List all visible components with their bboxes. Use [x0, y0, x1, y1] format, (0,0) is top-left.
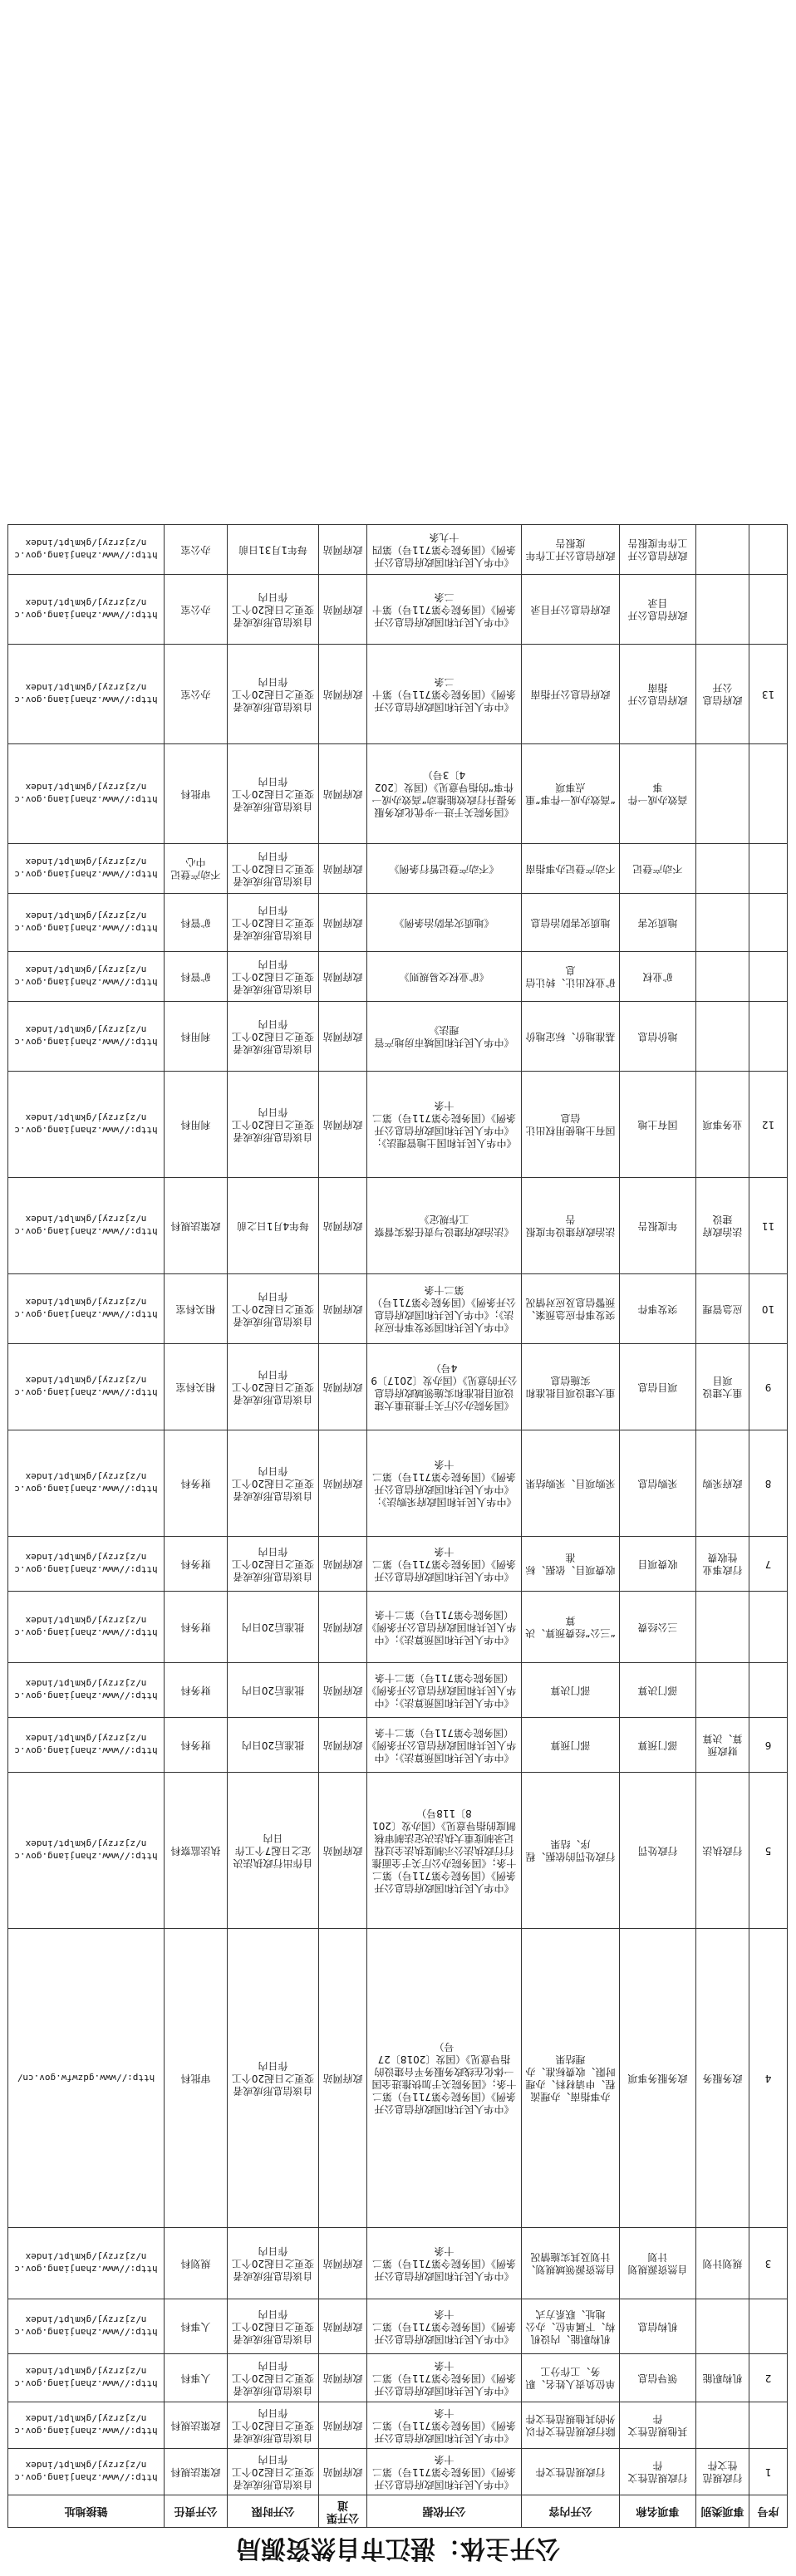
row-basis-cell: 《中华人民共和国预算法》；《中华人民共和国政府信息公开条例》（国务院令第711号）第二十条: [367, 1592, 522, 1663]
row-channel-cell: 政府网站: [319, 1072, 367, 1178]
row-category-cell: 财政预算、决算: [696, 1718, 749, 1773]
row-basis-cell: 《中华人民共和国政府信息公开条例》（国务院令第711号）第十二条: [367, 575, 522, 645]
table-row: [8, 744, 788, 844]
row-time-limit-cell: 自作出行政执法决定之日起7个工作日内: [228, 1773, 319, 1929]
row-content-cell: 部门预算: [522, 1718, 620, 1773]
row-category-cell: [696, 744, 749, 844]
row-item-cell: 年度报告: [620, 1178, 696, 1274]
row-item-cell: 行政处罚: [620, 1773, 696, 1929]
page-title: 公开主体：湛江市自然资源局: [236, 2534, 560, 2563]
row-index-cell: 8: [749, 1430, 788, 1537]
row-index-cell: [749, 1592, 788, 1663]
row-basis-cell: 《中华人民共和国土地管理法》；《中华人民共和国政府信息公开条例》（国务院令第711号）第二十条: [367, 1072, 522, 1178]
row-category-cell: [696, 844, 749, 894]
row-link-cell[interactable]: http://www.zhanjiang.gov.cn/zjzrzyj/gkmlpt/index: [8, 1663, 165, 1718]
row-index-cell: [749, 525, 788, 575]
row-channel-cell: 政府网站: [319, 1002, 367, 1072]
row-category-cell: [696, 2402, 749, 2449]
row-index-cell: 3: [749, 2228, 788, 2299]
row-link-cell[interactable]: http://www.zhanjiang.gov.cn/zjzrzyj/gkmlpt/index: [8, 744, 165, 844]
row-category-cell: [696, 952, 749, 1002]
row-item-cell: 部门预算: [620, 1718, 696, 1773]
row-time-limit-cell: 自该信息形成或者变更之日起20个工作日内: [228, 1929, 319, 2228]
row-time-limit-cell: 自该信息形成或者变更之日起20个工作日内: [228, 952, 319, 1002]
row-category-cell: 重大建设项目: [696, 1344, 749, 1430]
row-category-cell: [696, 575, 749, 645]
row-category-cell: 政务服务: [696, 1929, 749, 2228]
row-category-cell: 政府采购: [696, 1430, 749, 1537]
row-content-cell: 基准地价、标定地价: [522, 1002, 620, 1072]
row-item-cell: 政务服务事项: [620, 1929, 696, 2228]
row-channel-cell: 政府网站: [319, 1663, 367, 1718]
row-link-cell[interactable]: http://www.zhanjiang.gov.cn/zjzrzyj/gkmlpt/index: [8, 1002, 165, 1072]
row-index-cell: 1: [749, 2449, 788, 2495]
row-responsible-cell: 人事科: [165, 2299, 228, 2354]
row-category-cell: [696, 894, 749, 952]
row-responsible-cell: 相关科室: [165, 1344, 228, 1430]
header-time-limit: 公开时限: [228, 2495, 319, 2528]
row-time-limit-cell: 自该信息形成或者变更之日起20个工作日内: [228, 2228, 319, 2299]
row-item-cell: 部门决算: [620, 1663, 696, 1718]
row-category-cell: [696, 1663, 749, 1718]
row-index-cell: [749, 894, 788, 952]
row-item-cell: 机构信息: [620, 2299, 696, 2354]
row-index-cell: 2: [749, 2354, 788, 2402]
row-content-cell: 国有土地使用权出让信息: [522, 1072, 620, 1178]
row-link-cell[interactable]: http://www.zhanjiang.gov.cn/zjzrzyj/gkmlpt/index: [8, 1274, 165, 1344]
row-content-cell: 行政规范性文件: [522, 2449, 620, 2495]
row-item-cell: 其他规范性文件: [620, 2402, 696, 2449]
row-content-cell: 地质灾害防治信息: [522, 894, 620, 952]
row-responsible-cell: 财务科: [165, 1430, 228, 1537]
row-basis-cell: 《中华人民共和国预算法》；《中华人民共和国政府信息公开条例》（国务院令第711号）第二十条: [367, 1663, 522, 1718]
header-channel: 公开渠道: [319, 2495, 367, 2528]
row-channel-cell: 政府网站: [319, 844, 367, 894]
row-link-cell[interactable]: http://www.zhanjiang.gov.cn/zjzrzyj/gkmlpt/index: [8, 2402, 165, 2449]
table-row: [8, 575, 788, 645]
row-category-cell: 行政事业性收费: [696, 1537, 749, 1592]
row-channel-cell: 政府网站: [319, 1718, 367, 1773]
row-basis-cell: 《中华人民共和国政府信息公开条例》（国务院令第711号）第四十九条: [367, 525, 522, 575]
row-responsible-cell: 矿管科: [165, 894, 228, 952]
row-responsible-cell: 人事科: [165, 2354, 228, 2402]
row-basis-cell: 《不动产登记暂行条例》: [367, 844, 522, 894]
row-link-cell[interactable]: http://www.zhanjiang.gov.cn/zjzrzyj/gkmlpt/index: [8, 1592, 165, 1663]
row-channel-cell: 政府网站: [319, 2228, 367, 2299]
row-content-cell: “高效办成一件事”重点事项: [522, 744, 620, 844]
table-row: [8, 1072, 788, 1178]
row-time-limit-cell: 自该信息形成或者变更之日起20个工作日内: [228, 2299, 319, 2354]
row-channel-cell: 政府网站: [319, 1773, 367, 1929]
row-link-cell[interactable]: http://www.zhanjiang.gov.cn/zjzrzyj/gkmlpt/index: [8, 645, 165, 744]
row-content-cell: 部门决算: [522, 1663, 620, 1718]
row-index-cell: 5: [749, 1773, 788, 1929]
row-item-cell: 政府信息公开目录: [620, 575, 696, 645]
disclosure-table: [7, 524, 788, 2528]
row-content-cell: 矿业权出让、转让信息: [522, 952, 620, 1002]
row-responsible-cell: 财务科: [165, 1537, 228, 1592]
row-responsible-cell: 办公室: [165, 575, 228, 645]
row-basis-cell: 《中华人民共和国政府信息公开条例》（国务院令第711号）第二十条；《国务院关于加快推进全国一体化在线政务服务平台建设的指导意见》（国发〔2018〕27号）: [367, 1929, 522, 2228]
row-link-cell[interactable]: http://www.zhanjiang.gov.cn/zjzrzyj/gkmlpt/index: [8, 1537, 165, 1592]
row-responsible-cell: 审批科: [165, 744, 228, 844]
row-item-cell: 收费项目: [620, 1537, 696, 1592]
row-index-cell: [749, 575, 788, 645]
table-row: [8, 1537, 788, 1592]
row-category-cell: [696, 525, 749, 575]
row-basis-cell: 《地质灾害防治条例》: [367, 894, 522, 952]
row-link-cell[interactable]: http://www.gdzwfw.gov.cn/: [8, 1929, 165, 2228]
row-item-cell: 三公经费: [620, 1592, 696, 1663]
header-row: [8, 2495, 788, 2528]
row-index-cell: 12: [749, 1072, 788, 1178]
row-item-cell: 突发事件: [620, 1274, 696, 1344]
row-responsible-cell: 利用科: [165, 1002, 228, 1072]
row-index-cell: [749, 2402, 788, 2449]
row-link-cell[interactable]: http://www.zhanjiang.gov.cn/zjzrzyj/gkmlpt/index: [8, 1773, 165, 1929]
row-index-cell: [749, 844, 788, 894]
row-basis-cell: 《中华人民共和国城市房地产管理法》: [367, 1002, 522, 1072]
row-time-limit-cell: 自该信息形成或者变更之日起20个工作日内: [228, 1430, 319, 1537]
row-content-cell: 法治政府建设年度报告: [522, 1178, 620, 1274]
row-basis-cell: 《中华人民共和国政府信息公开条例》（国务院令第711号）第二十条: [367, 2354, 522, 2402]
row-time-limit-cell: 自该信息形成或者变更之日起20个工作日内: [228, 1002, 319, 1072]
row-index-cell: [749, 1663, 788, 1718]
row-category-cell: [696, 2299, 749, 2354]
row-item-cell: 不动产登记: [620, 844, 696, 894]
table-row: [8, 1178, 788, 1274]
row-category-cell: 应急管理: [696, 1274, 749, 1344]
row-time-limit-cell: 自该信息形成或者变更之日起20个工作日内: [228, 2449, 319, 2495]
header-category: 事项类别: [696, 2495, 749, 2528]
row-index-cell: [749, 1002, 788, 1072]
row-index-cell: 10: [749, 1274, 788, 1344]
header-item: 事项名称: [620, 2495, 696, 2528]
row-time-limit-cell: 自该信息形成或者变更之日起20个工作日内: [228, 2402, 319, 2449]
row-responsible-cell: 财务科: [165, 1663, 228, 1718]
row-responsible-cell: 规划科: [165, 2228, 228, 2299]
row-index-cell: 7: [749, 1537, 788, 1592]
row-item-cell: 政府信息公开工作年度报告: [620, 525, 696, 575]
row-item-cell: 矿业权: [620, 952, 696, 1002]
row-channel-cell: 政府网站: [319, 744, 367, 844]
row-item-cell: 高效办成一件事: [620, 744, 696, 844]
row-category-cell: 行政规范性文件: [696, 2449, 749, 2495]
row-time-limit-cell: 批准后20日内: [228, 1718, 319, 1773]
row-basis-cell: 《中华人民共和国政府采购法》；《中华人民共和国政府信息公开条例》（国务院令第711号）第二十条: [367, 1430, 522, 1537]
row-category-cell: 行政执法: [696, 1773, 749, 1929]
row-basis-cell: 《国务院关于进一步优化政务服务提升行政效能推动“高效办成一件事”的指导意见》（国发〔2024〕3号）: [367, 744, 522, 844]
row-time-limit-cell: 自该信息形成或者变更之日起20个工作日内: [228, 844, 319, 894]
row-channel-cell: 政府网站: [319, 1592, 367, 1663]
row-time-limit-cell: 批准后20日内: [228, 1592, 319, 1663]
row-responsible-cell: 相关科室: [165, 1274, 228, 1344]
row-item-cell: 自然资源规划计划: [620, 2228, 696, 2299]
row-link-cell[interactable]: http://www.zhanjiang.gov.cn/zjzrzyj/gkmlpt/index: [8, 1718, 165, 1773]
row-content-cell: 除行政规范性文件以外的其他规范性文件: [522, 2402, 620, 2449]
row-time-limit-cell: 每年4月1日之前: [228, 1178, 319, 1274]
table-row: [8, 1929, 788, 2228]
row-link-cell[interactable]: http://www.zhanjiang.gov.cn/zjzrzyj/gkmlpt/index: [8, 2354, 165, 2402]
row-item-cell: 国有土地: [620, 1072, 696, 1178]
row-channel-cell: 政府网站: [319, 1344, 367, 1430]
row-channel-cell: 政府网站: [319, 575, 367, 645]
row-basis-cell: 《中华人民共和国政府信息公开条例》（国务院令第711号）第二十条: [367, 2402, 522, 2449]
row-index-cell: [749, 952, 788, 1002]
row-category-cell: [696, 1002, 749, 1072]
row-basis-cell: 《中华人民共和国突发事件应对法》；《中华人民共和国政府信息公开条例》（国务院令第711号）第二十条: [367, 1274, 522, 1344]
row-item-cell: 地质灾害: [620, 894, 696, 952]
row-responsible-cell: 审批科: [165, 1929, 228, 2228]
row-basis-cell: 《中华人民共和国政府信息公开条例》（国务院令第711号）第二十条: [367, 2449, 522, 2495]
row-responsible-cell: 办公室: [165, 645, 228, 744]
row-basis-cell: 《矿业权交易规则》: [367, 952, 522, 1002]
row-content-cell: 突发事件应急预案、预警信息及应对情况: [522, 1274, 620, 1344]
row-time-limit-cell: 自该信息形成或者变更之日起20个工作日内: [228, 645, 319, 744]
row-link-cell[interactable]: http://www.zhanjiang.gov.cn/zjzrzyj/gkmlpt/index: [8, 1072, 165, 1178]
row-responsible-cell: 财务科: [165, 1718, 228, 1773]
row-item-cell: 项目信息: [620, 1344, 696, 1430]
row-channel-cell: 政府网站: [319, 2299, 367, 2354]
row-time-limit-cell: 自该信息形成或者变更之日起20个工作日内: [228, 1274, 319, 1344]
table-row: [8, 1274, 788, 1344]
row-content-cell: 采购项目、采购结果: [522, 1430, 620, 1537]
row-channel-cell: 政府网站: [319, 1274, 367, 1344]
header-index: 序号: [749, 2495, 788, 2528]
header-content: 公开内容: [522, 2495, 620, 2528]
row-channel-cell: 政府网站: [319, 645, 367, 744]
row-item-cell: 政府信息公开指南: [620, 645, 696, 744]
row-link-cell[interactable]: http://www.zhanjiang.gov.cn/zjzrzyj/gkmlpt/index: [8, 952, 165, 1002]
row-content-cell: 政府信息公开目录: [522, 575, 620, 645]
row-responsible-cell: 政策法规科: [165, 1178, 228, 1274]
header-link: 链接地址: [8, 2495, 165, 2528]
header-basis: 公开依据: [367, 2495, 522, 2528]
row-basis-cell: 《国务院办公厅关于推进重大建设项目批准和实施领域政府信息公开的意见》（国办发〔2017〕94号）: [367, 1344, 522, 1430]
table-row: [8, 645, 788, 744]
row-index-cell: 4: [749, 1929, 788, 2228]
table-row: [8, 2354, 788, 2402]
row-channel-cell: 政府网站: [319, 952, 367, 1002]
row-category-cell: 政府信息公开: [696, 645, 749, 744]
row-category-cell: 规划计划: [696, 2228, 749, 2299]
row-link-cell[interactable]: http://www.zhanjiang.gov.cn/zjzrzyj/gkmlpt/index: [8, 575, 165, 645]
table-row: [8, 1002, 788, 1072]
row-link-cell[interactable]: http://www.zhanjiang.gov.cn/zjzrzyj/gkmlpt/index: [8, 1344, 165, 1430]
row-index-cell: [749, 744, 788, 844]
row-channel-cell: 政府网站: [319, 1178, 367, 1274]
row-time-limit-cell: 自该信息形成或者变更之日起20个工作日内: [228, 894, 319, 952]
row-time-limit-cell: 每年1月31日前: [228, 525, 319, 575]
row-item-cell: 地价信息: [620, 1002, 696, 1072]
row-link-cell[interactable]: http://www.zhanjiang.gov.cn/zjzrzyj/gkmlpt/index: [8, 525, 165, 575]
table-row: [8, 2228, 788, 2299]
row-content-cell: 重大建设项目批准和实施信息: [522, 1344, 620, 1430]
row-time-limit-cell: 自该信息形成或者变更之日起20个工作日内: [228, 744, 319, 844]
row-content-cell: 办事指南、办理流程、申请材料、办理时限、收费标准、办理结果: [522, 1929, 620, 2228]
row-content-cell: 不动产登记办事指南: [522, 844, 620, 894]
row-link-cell[interactable]: http://www.zhanjiang.gov.cn/zjzrzyj/gkmlpt/index: [8, 1430, 165, 1537]
table-row: [8, 525, 788, 575]
table-row: [8, 1430, 788, 1537]
row-category-cell: 法治政府建设: [696, 1178, 749, 1274]
row-time-limit-cell: 自该信息形成或者变更之日起20个工作日内: [228, 1344, 319, 1430]
row-channel-cell: 政府网站: [319, 1537, 367, 1592]
row-link-cell[interactable]: http://www.zhanjiang.gov.cn/zjzrzyj/gkmlpt/index: [8, 2299, 165, 2354]
row-channel-cell: 政府网站: [319, 894, 367, 952]
row-content-cell: 政府信息公开指南: [522, 645, 620, 744]
row-responsible-cell: 不动产登记中心: [165, 844, 228, 894]
table-row: [8, 844, 788, 894]
row-basis-cell: 《中华人民共和国政府信息公开条例》（国务院令第711号）第二十条；《国务院办公厅关于全面推行行政执法公示制度执法全过程记录制度重大执法决定法制审核制度的指导意见》（国办发〔2018〕118号）: [367, 1773, 522, 1929]
row-responsible-cell: 政策法规科: [165, 2402, 228, 2449]
row-category-cell: 业务事项: [696, 1072, 749, 1178]
row-responsible-cell: 办公室: [165, 525, 228, 575]
row-category-cell: 机构职能: [696, 2354, 749, 2402]
table-row: [8, 952, 788, 1002]
row-link-cell[interactable]: http://www.zhanjiang.gov.cn/zjzrzyj/gkmlpt/index: [8, 2228, 165, 2299]
row-item-cell: 采购信息: [620, 1430, 696, 1537]
row-responsible-cell: 政策法规科: [165, 2449, 228, 2495]
row-link-cell[interactable]: http://www.zhanjiang.gov.cn/zjzrzyj/gkmlpt/index: [8, 844, 165, 894]
row-item-cell: 领导信息: [620, 2354, 696, 2402]
row-time-limit-cell: 自该信息形成或者变更之日起20个工作日内: [228, 1072, 319, 1178]
row-content-cell: 自然资源领域规划、计划及其实施情况: [522, 2228, 620, 2299]
table-row: [8, 1718, 788, 1773]
row-basis-cell: 《中华人民共和国政府信息公开条例》（国务院令第711号）第二十条: [367, 2299, 522, 2354]
row-content-cell: 行政处罚的依据、程序、结果: [522, 1773, 620, 1929]
row-time-limit-cell: 自该信息形成或者变更之日起20个工作日内: [228, 2354, 319, 2402]
row-category-cell: [696, 1592, 749, 1663]
row-responsible-cell: 利用科: [165, 1072, 228, 1178]
row-link-cell[interactable]: http://www.zhanjiang.gov.cn/zjzrzyj/gkmlpt/index: [8, 1178, 165, 1274]
row-index-cell: [749, 2299, 788, 2354]
table-row: [8, 1344, 788, 1430]
table-row: [8, 1773, 788, 1929]
row-content-cell: 政府信息公开工作年度报告: [522, 525, 620, 575]
row-index-cell: 13: [749, 645, 788, 744]
row-basis-cell: 《中华人民共和国政府信息公开条例》（国务院令第711号）第十二条: [367, 645, 522, 744]
row-time-limit-cell: 批准后20日内: [228, 1663, 319, 1718]
row-basis-cell: 《法治政府建设与责任落实督察工作规定》: [367, 1178, 522, 1274]
row-channel-cell: 政府网站: [319, 2354, 367, 2402]
row-content-cell: 收费项目、依据、标准: [522, 1537, 620, 1592]
row-item-cell: 行政规范性文件: [620, 2449, 696, 2495]
row-responsible-cell: 矿管科: [165, 952, 228, 1002]
row-link-cell[interactable]: http://www.zhanjiang.gov.cn/zjzrzyj/gkmlpt/index: [8, 2449, 165, 2495]
table-row: [8, 2299, 788, 2354]
row-index-cell: 11: [749, 1178, 788, 1274]
row-responsible-cell: 执法监察科: [165, 1773, 228, 1929]
row-channel-cell: 政府网站: [319, 2402, 367, 2449]
row-channel-cell: 政府网站: [319, 525, 367, 575]
table-row: [8, 1592, 788, 1663]
row-index-cell: 9: [749, 1344, 788, 1430]
table-row: [8, 2402, 788, 2449]
row-basis-cell: 《中华人民共和国预算法》；《中华人民共和国政府信息公开条例》（国务院令第711号）第二十条: [367, 1718, 522, 1773]
table-row: [8, 1663, 788, 1718]
row-basis-cell: 《中华人民共和国政府信息公开条例》（国务院令第711号）第二十条: [367, 1537, 522, 1592]
table-row: [8, 2449, 788, 2495]
row-content-cell: “三公”经费预算、决算: [522, 1592, 620, 1663]
row-content-cell: 单位负责人姓名、职务、工作分工: [522, 2354, 620, 2402]
row-channel-cell: 政府网站: [319, 2449, 367, 2495]
row-channel-cell: 政府网站: [319, 1929, 367, 2228]
header-responsible: 公开责任: [165, 2495, 228, 2528]
row-basis-cell: 《中华人民共和国政府信息公开条例》（国务院令第711号）第二十条: [367, 2228, 522, 2299]
row-time-limit-cell: 自该信息形成或者变更之日起20个工作日内: [228, 1537, 319, 1592]
row-channel-cell: 政府网站: [319, 1430, 367, 1537]
row-time-limit-cell: 自该信息形成或者变更之日起20个工作日内: [228, 575, 319, 645]
table-row: [8, 894, 788, 952]
row-content-cell: 机构职能、内设机构、下属单位、办公地址、联系方式: [522, 2299, 620, 2354]
row-index-cell: 6: [749, 1718, 788, 1773]
row-responsible-cell: 财务科: [165, 1592, 228, 1663]
row-link-cell[interactable]: http://www.zhanjiang.gov.cn/zjzrzyj/gkmlpt/index: [8, 894, 165, 952]
